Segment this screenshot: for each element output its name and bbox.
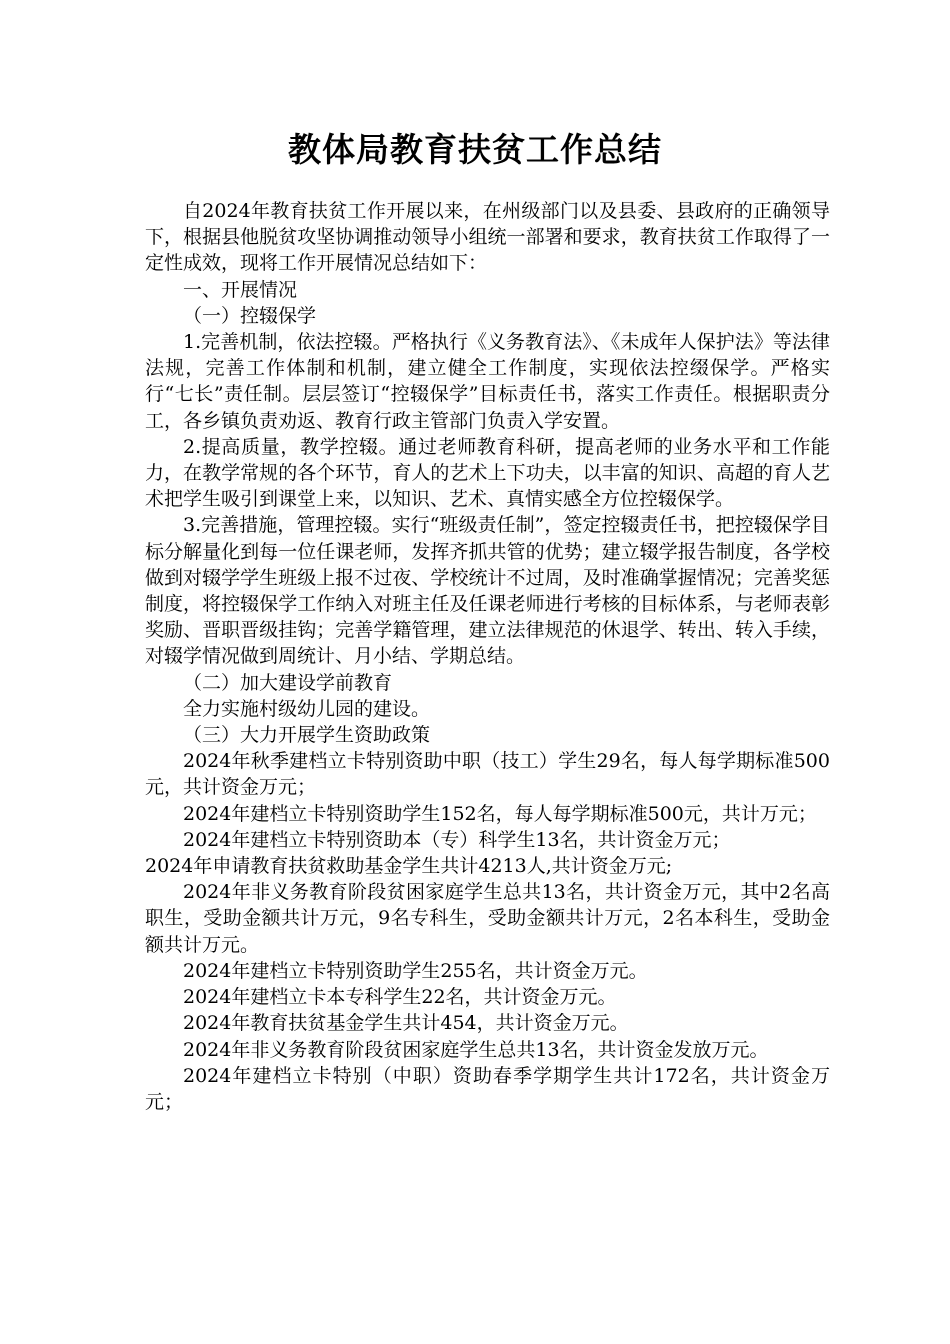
aid-item: 2024年建档立卡特别资助本（专）科学生13名，共计资金万元；: [183, 828, 731, 851]
aid-item: 2024年建档立卡特别资助学生255名，共计资金万元。: [183, 959, 648, 982]
aid-item: 2024年建档立卡特别（中职）资助春季学期学生共计172名，共计资金万元；: [145, 1064, 830, 1113]
aid-item: 2024年非义务教育阶段贫困家庭学生总共13名，共计资金万元，其中2名高职生，受助金额共计万元，9名专科生，受助金额共计万元，2名本科生，受助金额共计万元。: [145, 881, 830, 956]
paragraph-kindergarten: 全力实施村级幼儿园的建设。: [183, 697, 431, 720]
aid-item: 2024年秋季建档立卡特别资助中职（技工）学生29名，每人每学期标准500元，共计资金万元；: [145, 750, 830, 799]
paragraph-quality: 2.提高质量，教学控辍。通过老师教育科研，提高老师的业务水平和工作能力，在教学常规的各个环节，育人的艺术上下功夫，以丰富的知识、高超的育人艺术把学生吸引到课堂上来，以知识、艺术、真情实感全方位控辍保学。: [145, 435, 830, 511]
subsection-heading-1: （一）控辍保学: [183, 304, 317, 327]
subsection-heading-3: （三）大力开展学生资助政策: [183, 724, 431, 747]
subsection-heading-2: （二）加大建设学前教育: [183, 671, 393, 694]
paragraph-measures: 3.完善措施，管理控辍。实行“班级责任制”，签定控辍责任书，把控辍保学目标分解量化到每一位任课老师，发挥齐抓共管的优势；建立辍学报告制度，各学校做到对辍学学生班级上报不过夜、学校统计不过周，及时准确掌握情况；完善奖惩制度，将控辍保学工作纳入对班主任及任课老师进行考核的目标体系，与老师表彰奖励、晋职晋级挂钩；完善学籍管理，建立法律规范的休退学、转出、转入手续，对辍学情况做到周统计、月小结、学期总结。: [145, 514, 830, 668]
paragraph-mechanism: 1.完善机制，依法控辍。严格执行《义务教育法》、《未成年人保护法》等法律法规，完善工作体制和机制，建立健全工作制度，实现依法控缀保学。严格实行“七长”责任制。层层签订“控辍保学”目标责任书，落实工作责任。根据职责分工，各乡镇负责劝返、教育行政主管部门负责入学安置。: [145, 331, 830, 432]
document-title: 教体局教育扶贫工作总结: [288, 130, 662, 169]
aid-item: 2024年建档立卡特别资助学生152名，每人每学期标准500元，共计万元；: [183, 802, 817, 825]
intro-paragraph: 自2024年教育扶贫工作开展以来，在州级部门以及县委、县政府的正确领导下，根据县他脱贫攻坚协调推动领导小组统一部署和要求，教育扶贫工作取得了一定性成效，现将工作开展情况总结如下：: [145, 200, 830, 275]
section-heading-1: 一、开展情况: [183, 278, 298, 301]
aid-item: 2024年非义务教育阶段贫困家庭学生总共13名，共计资金发放万元。: [183, 1038, 769, 1061]
aid-item: 2024年申请教育扶贫救助基金学生共计4213人,共计资金万元;: [145, 855, 673, 878]
aid-item: 2024年教育扶贫基金学生共计454，共计资金万元。: [183, 1012, 629, 1035]
aid-item: 2024年建档立卡本专科学生22名，共计资金万元。: [183, 986, 617, 1009]
document-body: [145, 198, 830, 1115]
